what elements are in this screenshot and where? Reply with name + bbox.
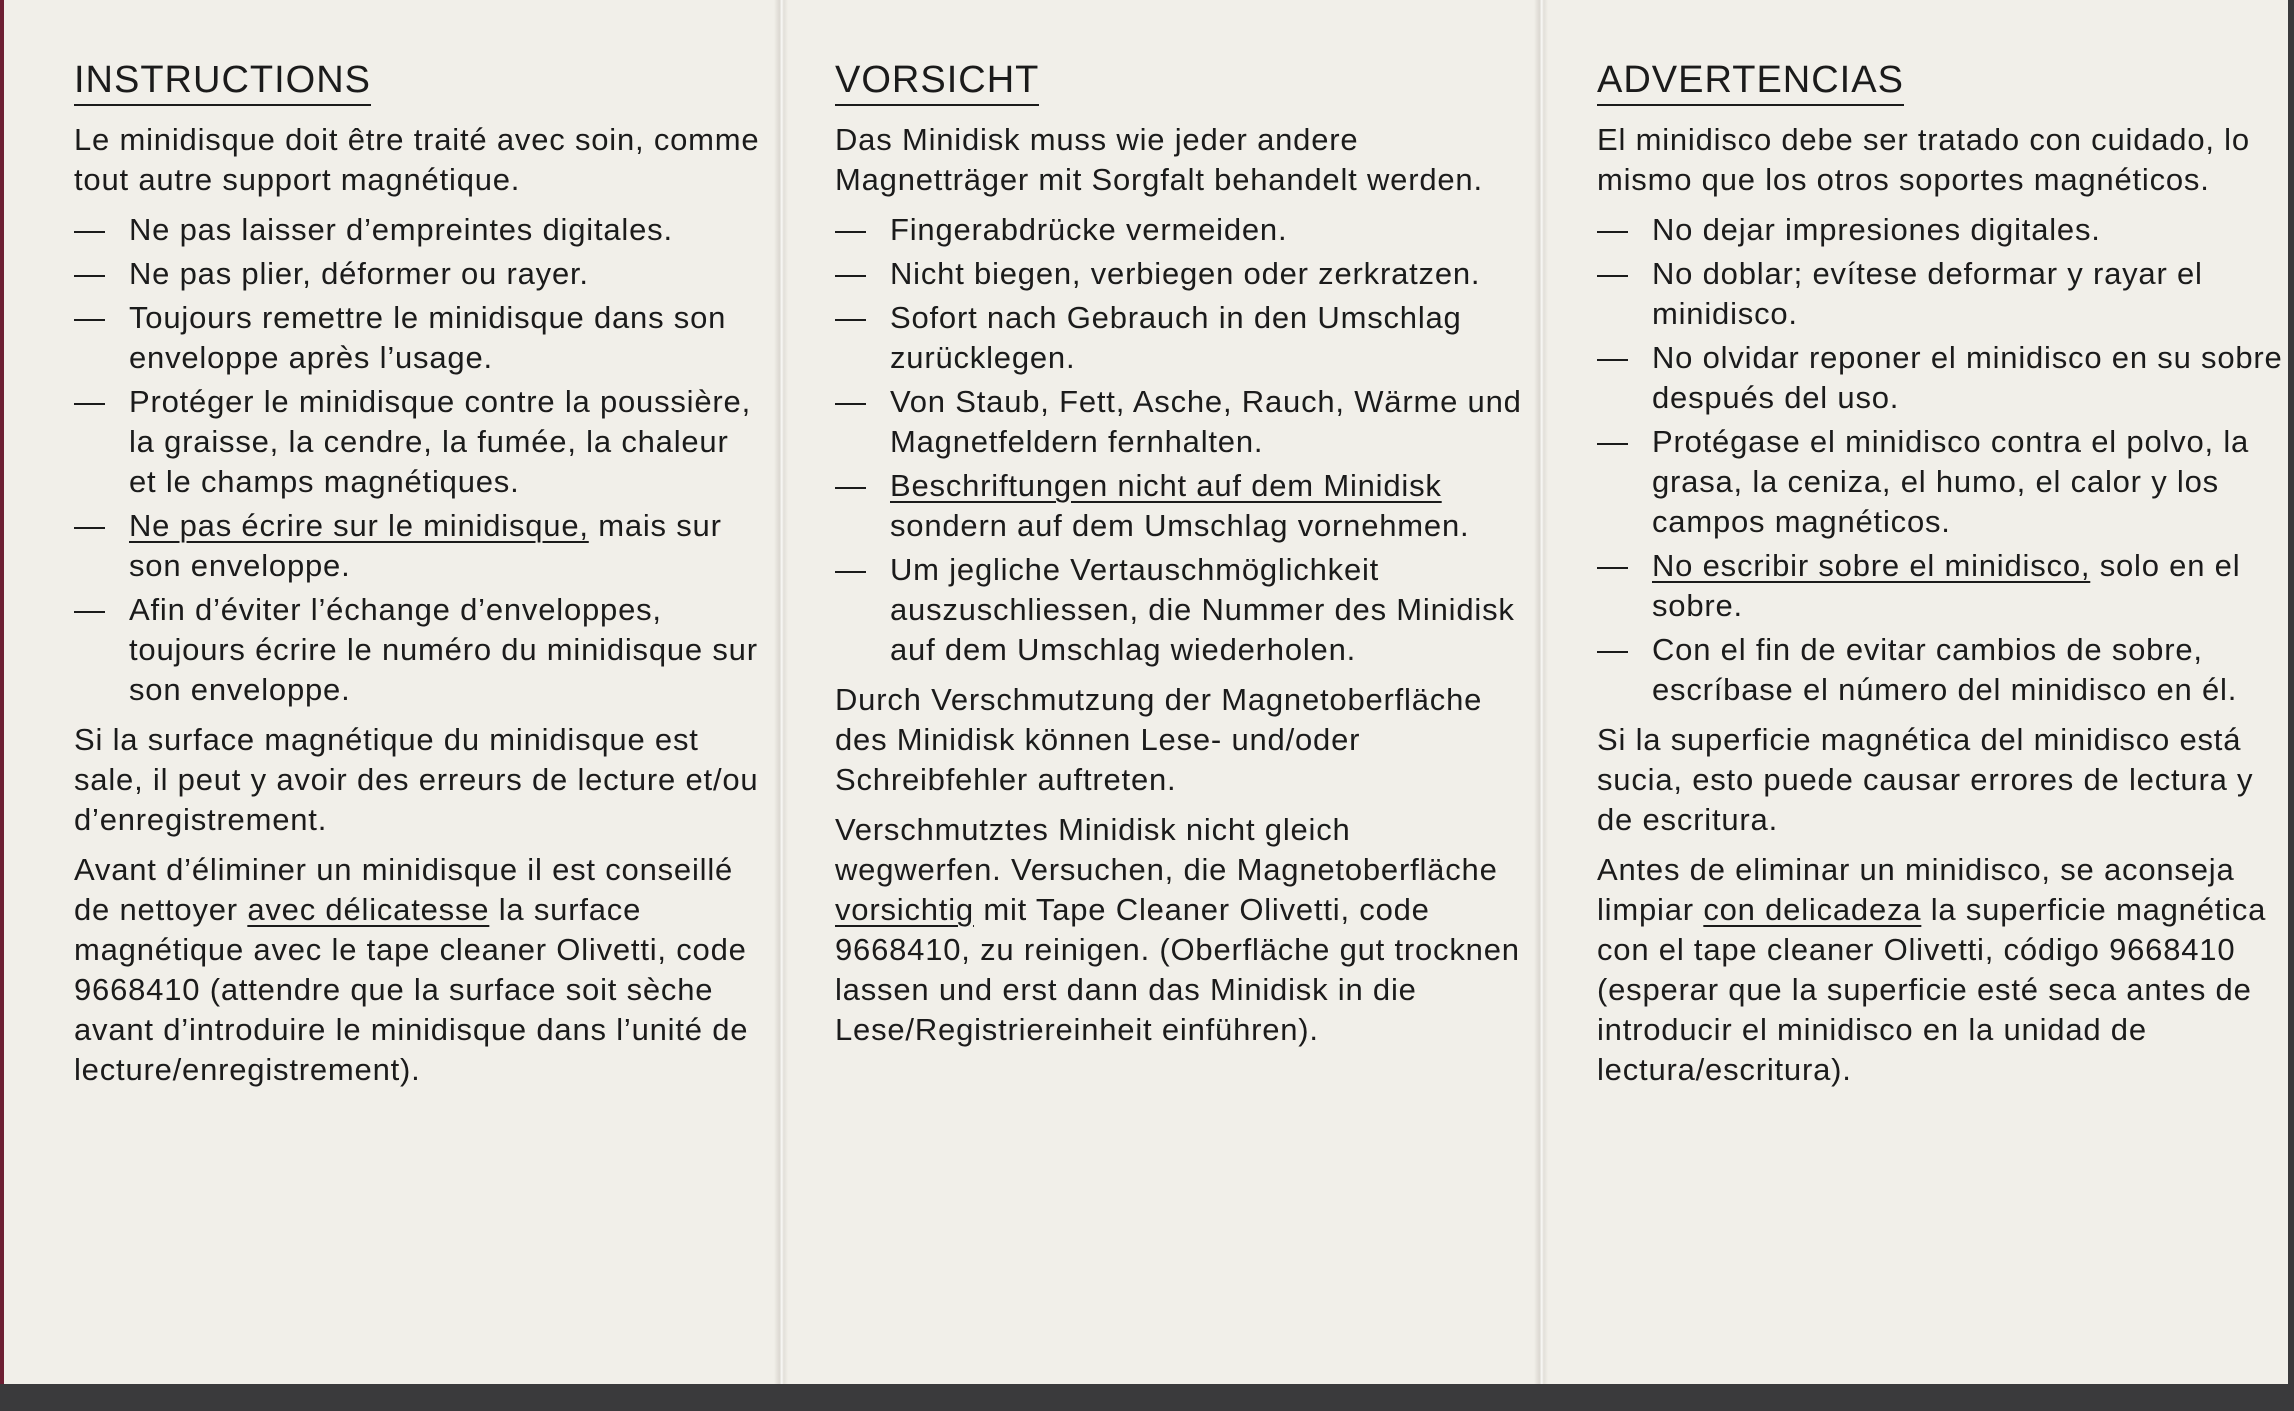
dash-bullet: —: [74, 508, 106, 543]
dash-bullet: —: [1597, 256, 1629, 291]
item-text: Afin d’éviter l’échange d’enveloppes, toujours écrire le numéro du minidisque sur son enveloppe.: [129, 592, 758, 707]
fold-crease: [1534, 0, 1548, 1384]
paragraph-text: mit Tape Cleaner Olivetti, code 9668410, zu reinigen. (Oberfläche gut trocknen lassen und erst dann das Minidisk in die Lese/Registriereinheit einführen).: [835, 892, 1520, 1047]
item-text: mais sur son enveloppe.: [129, 508, 722, 583]
care-list: [835, 210, 1525, 670]
item-text: Protégase el minidisco contra el polvo, la grasa, la ceniza, el humo, el calor y los campos magnéticos.: [1652, 424, 2250, 539]
dash-bullet: —: [835, 468, 867, 503]
item-text: Toujours remettre le minidisque dans son enveloppe après l’usage.: [129, 300, 727, 375]
underlined-text: No escribir sobre el minidisco,: [1652, 548, 2091, 583]
panel-heading: VORSICHT: [835, 58, 1039, 106]
cleaning-paragraph: [1597, 850, 2287, 1090]
dash-bullet: —: [74, 300, 106, 335]
paragraph-text: Verschmutztes Minidisk nicht gleich wegwerfen. Versuchen, die Magnetoberfläche: [835, 812, 1498, 887]
dash-bullet: —: [835, 384, 867, 419]
list-item: [1597, 210, 2287, 250]
list-item: [1597, 546, 2287, 626]
item-text: Con el fin de evitar cambios de sobre, escríbase el número del minidisco en él.: [1652, 632, 2238, 707]
dash-bullet: —: [835, 256, 867, 291]
panel-french: [74, 58, 764, 1100]
panel-spanish: [1597, 58, 2287, 1100]
intro-paragraph: Le minidisque doit être traité avec soin, comme tout autre support magnétique.: [74, 122, 760, 197]
list-item: [74, 210, 764, 250]
dash-bullet: —: [1597, 340, 1629, 375]
dash-bullet: —: [74, 256, 106, 291]
list-item: [1597, 422, 2287, 542]
cleaning-paragraph: [74, 850, 764, 1090]
list-item: [835, 210, 1525, 250]
fold-crease: [774, 0, 788, 1384]
list-item: [1597, 338, 2287, 418]
care-list: [74, 210, 764, 710]
underlined-text: con delicadeza: [1703, 892, 1922, 927]
item-text: Sofort nach Gebrauch in den Umschlag zurücklegen.: [890, 300, 1462, 375]
item-text: Protéger le minidisque contre la poussière, la graisse, la cendre, la fumée, la chaleur et le champs magnétiques.: [129, 384, 751, 499]
list-item: [74, 590, 764, 710]
underlined-text: avec délicatesse: [247, 892, 490, 927]
dash-bullet: —: [1597, 632, 1629, 667]
item-text: Ne pas laisser d’empreintes digitales.: [129, 212, 673, 247]
panel-heading: INSTRUCTIONS: [74, 58, 371, 106]
surface-paragraph: Si la surface magnétique du minidisque est sale, il peut y avoir des erreurs de lecture et/ou d’enregistrement.: [74, 722, 759, 837]
intro-paragraph: Das Minidisk muss wie jeder andere Magnetträger mit Sorgfalt behandelt werden.: [835, 122, 1483, 197]
surface-paragraph: Si la superficie magnética del minidisco está sucia, esto puede causar errores de lectura y de escritura.: [1597, 722, 2254, 837]
item-text: Fingerabdrücke vermeiden.: [890, 212, 1288, 247]
list-item: [835, 298, 1525, 378]
dash-bullet: —: [74, 384, 106, 419]
list-item: [835, 382, 1525, 462]
item-text: Von Staub, Fett, Asche, Rauch, Wärme und Magnetfeldern fernhalten.: [890, 384, 1522, 459]
dash-bullet: —: [835, 300, 867, 335]
item-text: No dejar impresiones digitales.: [1652, 212, 2101, 247]
list-item: [74, 382, 764, 502]
paragraph-text: la surface magnétique avec le tape cleaner Olivetti, code 9668410 (attendre que la surface soit sèche avant d’introduire le minidisque dans l’unité de lecture/enregistrement).: [74, 892, 749, 1087]
list-item: [74, 298, 764, 378]
paragraph-text: Avant d’éliminer un minidisque il est conseillé de nettoyer: [74, 852, 734, 927]
care-list: [1597, 210, 2287, 710]
dash-bullet: —: [835, 212, 867, 247]
list-item: [1597, 630, 2287, 710]
dash-bullet: —: [74, 592, 106, 627]
paragraph-text: la superficie magnética con el tape cleaner Olivetti, código 9668410 (esperar que la superficie esté seca antes de introducir el minidisco en la unidad de lectura/escritura).: [1597, 892, 2267, 1087]
underlined-text: Beschriftungen nicht auf dem Minidisk: [890, 468, 1442, 503]
list-item: [835, 550, 1525, 670]
surface-paragraph: Durch Verschmutzung der Magnetoberfläche des Minidisk können Lese- und/oder Schreibfehler auftreten.: [835, 682, 1483, 797]
item-text: Ne pas plier, déformer ou rayer.: [129, 256, 589, 291]
item-text: No doblar; evítese deformar y rayar el minidisco.: [1652, 256, 2203, 331]
paragraph-text: Antes de eliminar un minidisco, se aconseja limpiar: [1597, 852, 2235, 927]
intro-paragraph: El minidisco debe ser tratado con cuidado, lo mismo que los otros soportes magnéticos.: [1597, 122, 2250, 197]
underlined-text: vorsichtig: [835, 892, 974, 927]
list-item: [835, 254, 1525, 294]
underlined-text: Ne pas écrire sur le minidisque,: [129, 508, 589, 543]
dash-bullet: —: [74, 212, 106, 247]
cleaning-paragraph: [835, 810, 1525, 1050]
dash-bullet: —: [835, 552, 867, 587]
list-item: [74, 506, 764, 586]
item-text: Nicht biegen, verbiegen oder zerkratzen.: [890, 256, 1481, 291]
dash-bullet: —: [1597, 212, 1629, 247]
panel-heading: ADVERTENCIAS: [1597, 58, 1904, 106]
item-text: solo en el sobre.: [1652, 548, 2241, 623]
list-item: [74, 254, 764, 294]
list-item: [835, 466, 1525, 546]
item-text: Um jegliche Vertauschmöglichkeit auszuschliessen, die Nummer des Minidisk auf dem Umschlag wiederholen.: [890, 552, 1515, 667]
dash-bullet: —: [1597, 424, 1629, 459]
dash-bullet: —: [1597, 548, 1629, 583]
item-text: sondern auf dem Umschlag vornehmen.: [890, 508, 1470, 543]
panel-german: [835, 58, 1525, 1060]
list-item: [1597, 254, 2287, 334]
item-text: No olvidar reponer el minidisco en su sobre después del uso.: [1652, 340, 2283, 415]
